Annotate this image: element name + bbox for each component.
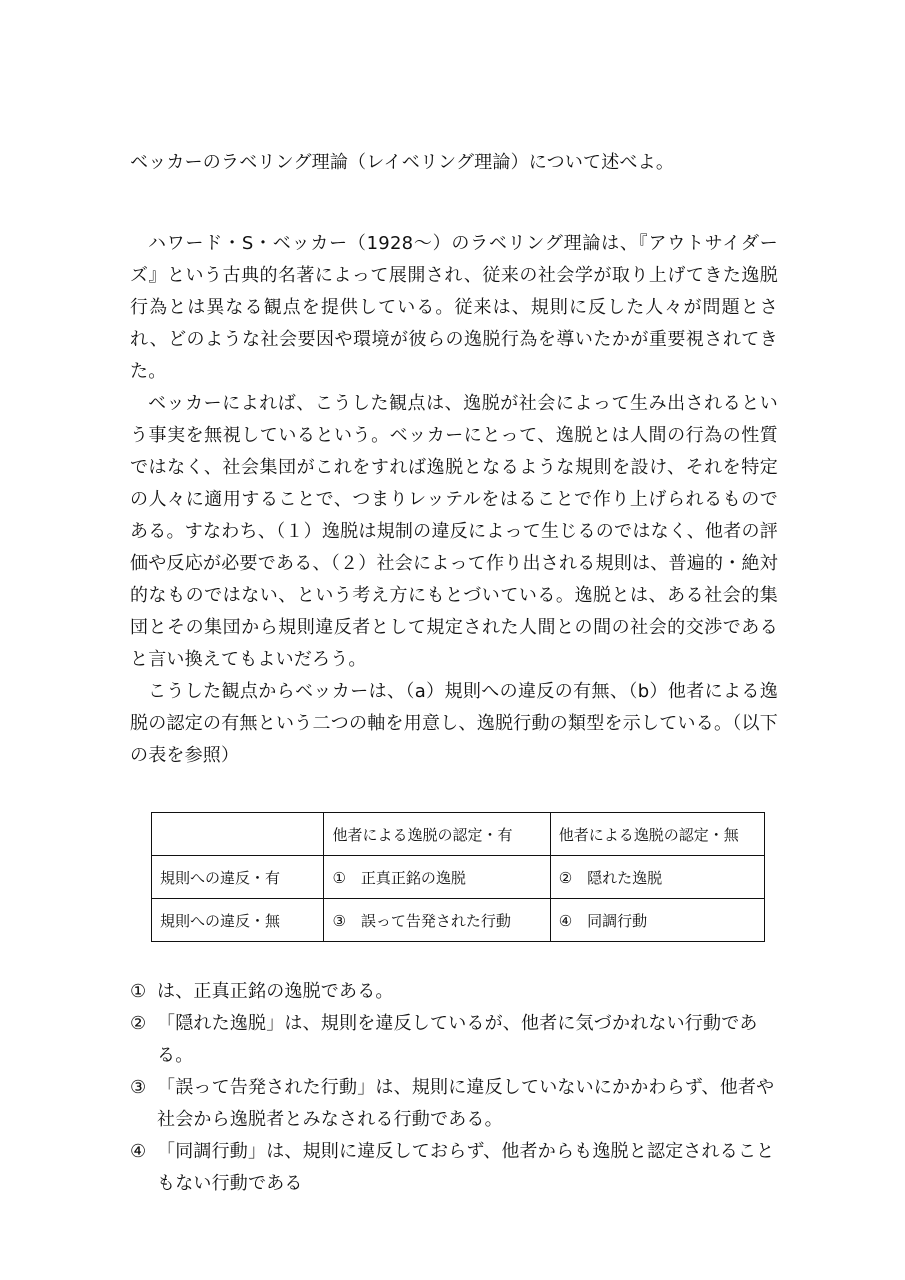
list-item-number: ④ [130, 1141, 147, 1162]
list-item-text: 「隠れた逸脱」は、規則を違反しているが、他者に気づかれない行動である。 [157, 1013, 758, 1066]
list-item-number: ② [130, 1013, 147, 1034]
list-item-number: ① [130, 981, 147, 1002]
table-cell: ② 隠れた逸脱 [550, 856, 764, 899]
table-corner-cell [152, 813, 324, 856]
list-item-text: 「誤って告発された行動」は、規則に違反していないにかかわらず、他者や社会から逸脱者とみなされる行動である。 [157, 1077, 775, 1130]
list-item [130, 1008, 778, 1072]
table-row-header: 規則への違反・有 [152, 856, 324, 899]
table-header-row [152, 813, 765, 856]
list-item [130, 1072, 778, 1136]
table-cell: ④ 同調行動 [550, 899, 764, 942]
paragraph-becker-view: ベッカーによれば、こうした観点は、逸脱が社会によって生み出されるという事実を無視しているという。ベッカーにとって、逸脱とは人間の行為の性質ではなく、社会集団がこれをすれば逸脱となるような規則を設け、それを特定の人々に適用することで、つまりレッテルをはることで作り上げられるものである。すなわち、（１）逸脱は規制の違反によって生じるのではなく、他者の評価や反応が必要である、（２）社会によって作り出される規則は、普遍的・絶対的なものではない、という考え方にもとづいている。逸脱とは、ある社会的集団とその集団から規則違反者として規定された人間との間の社会的交渉であると言い換えてもよいだろう。 [130, 393, 778, 670]
table-row-header: 規則への違反・無 [152, 899, 324, 942]
table-header-cell: 他者による逸脱の認定・無 [550, 813, 764, 856]
list-item-text: は、正真正銘の逸脱である。 [157, 981, 394, 1002]
table-cell: ① 正真正銘の逸脱 [324, 856, 550, 899]
deviance-typology-table [151, 812, 765, 942]
paragraph-intro: ハワード・S・ベッカー（1928〜）のラベリング理論は、『アウトサイダーズ』という古典的名著によって展開され、従来の社会学が取り上げてきた逸脱行為とは異なる観点を提供している。従来は、規則に反した人々が問題とされ、どのような社会要因や環境が彼らの逸脱行為を導いたかが重要視されてきた。 [130, 233, 778, 382]
list-item-number: ③ [130, 1077, 147, 1098]
table-row [152, 899, 765, 942]
list-item [130, 1136, 778, 1200]
question-heading: ベッカーのラベリング理論（レイベリング理論）について述べよ。 [130, 152, 675, 173]
paragraph-typology: こうした観点からベッカーは、（a）規則への違反の有無、（b）他者による逸脱の認定の有無という二つの軸を用意し、逸脱行動の類型を示している。（以下の表を参照） [130, 681, 778, 766]
table-cell: ③ 誤って告発された行動 [324, 899, 550, 942]
table-header-cell: 他者による逸脱の認定・有 [324, 813, 550, 856]
list-item [130, 976, 778, 1008]
list-item-text: 「同調行動」は、規則に違反しておらず、他者からも逸脱と認定されることもない行動である [157, 1141, 775, 1194]
typology-explanation-list [130, 976, 778, 1200]
deviance-typology-table-wrapper [151, 812, 778, 942]
table-row [152, 856, 765, 899]
document-body [130, 148, 778, 1200]
